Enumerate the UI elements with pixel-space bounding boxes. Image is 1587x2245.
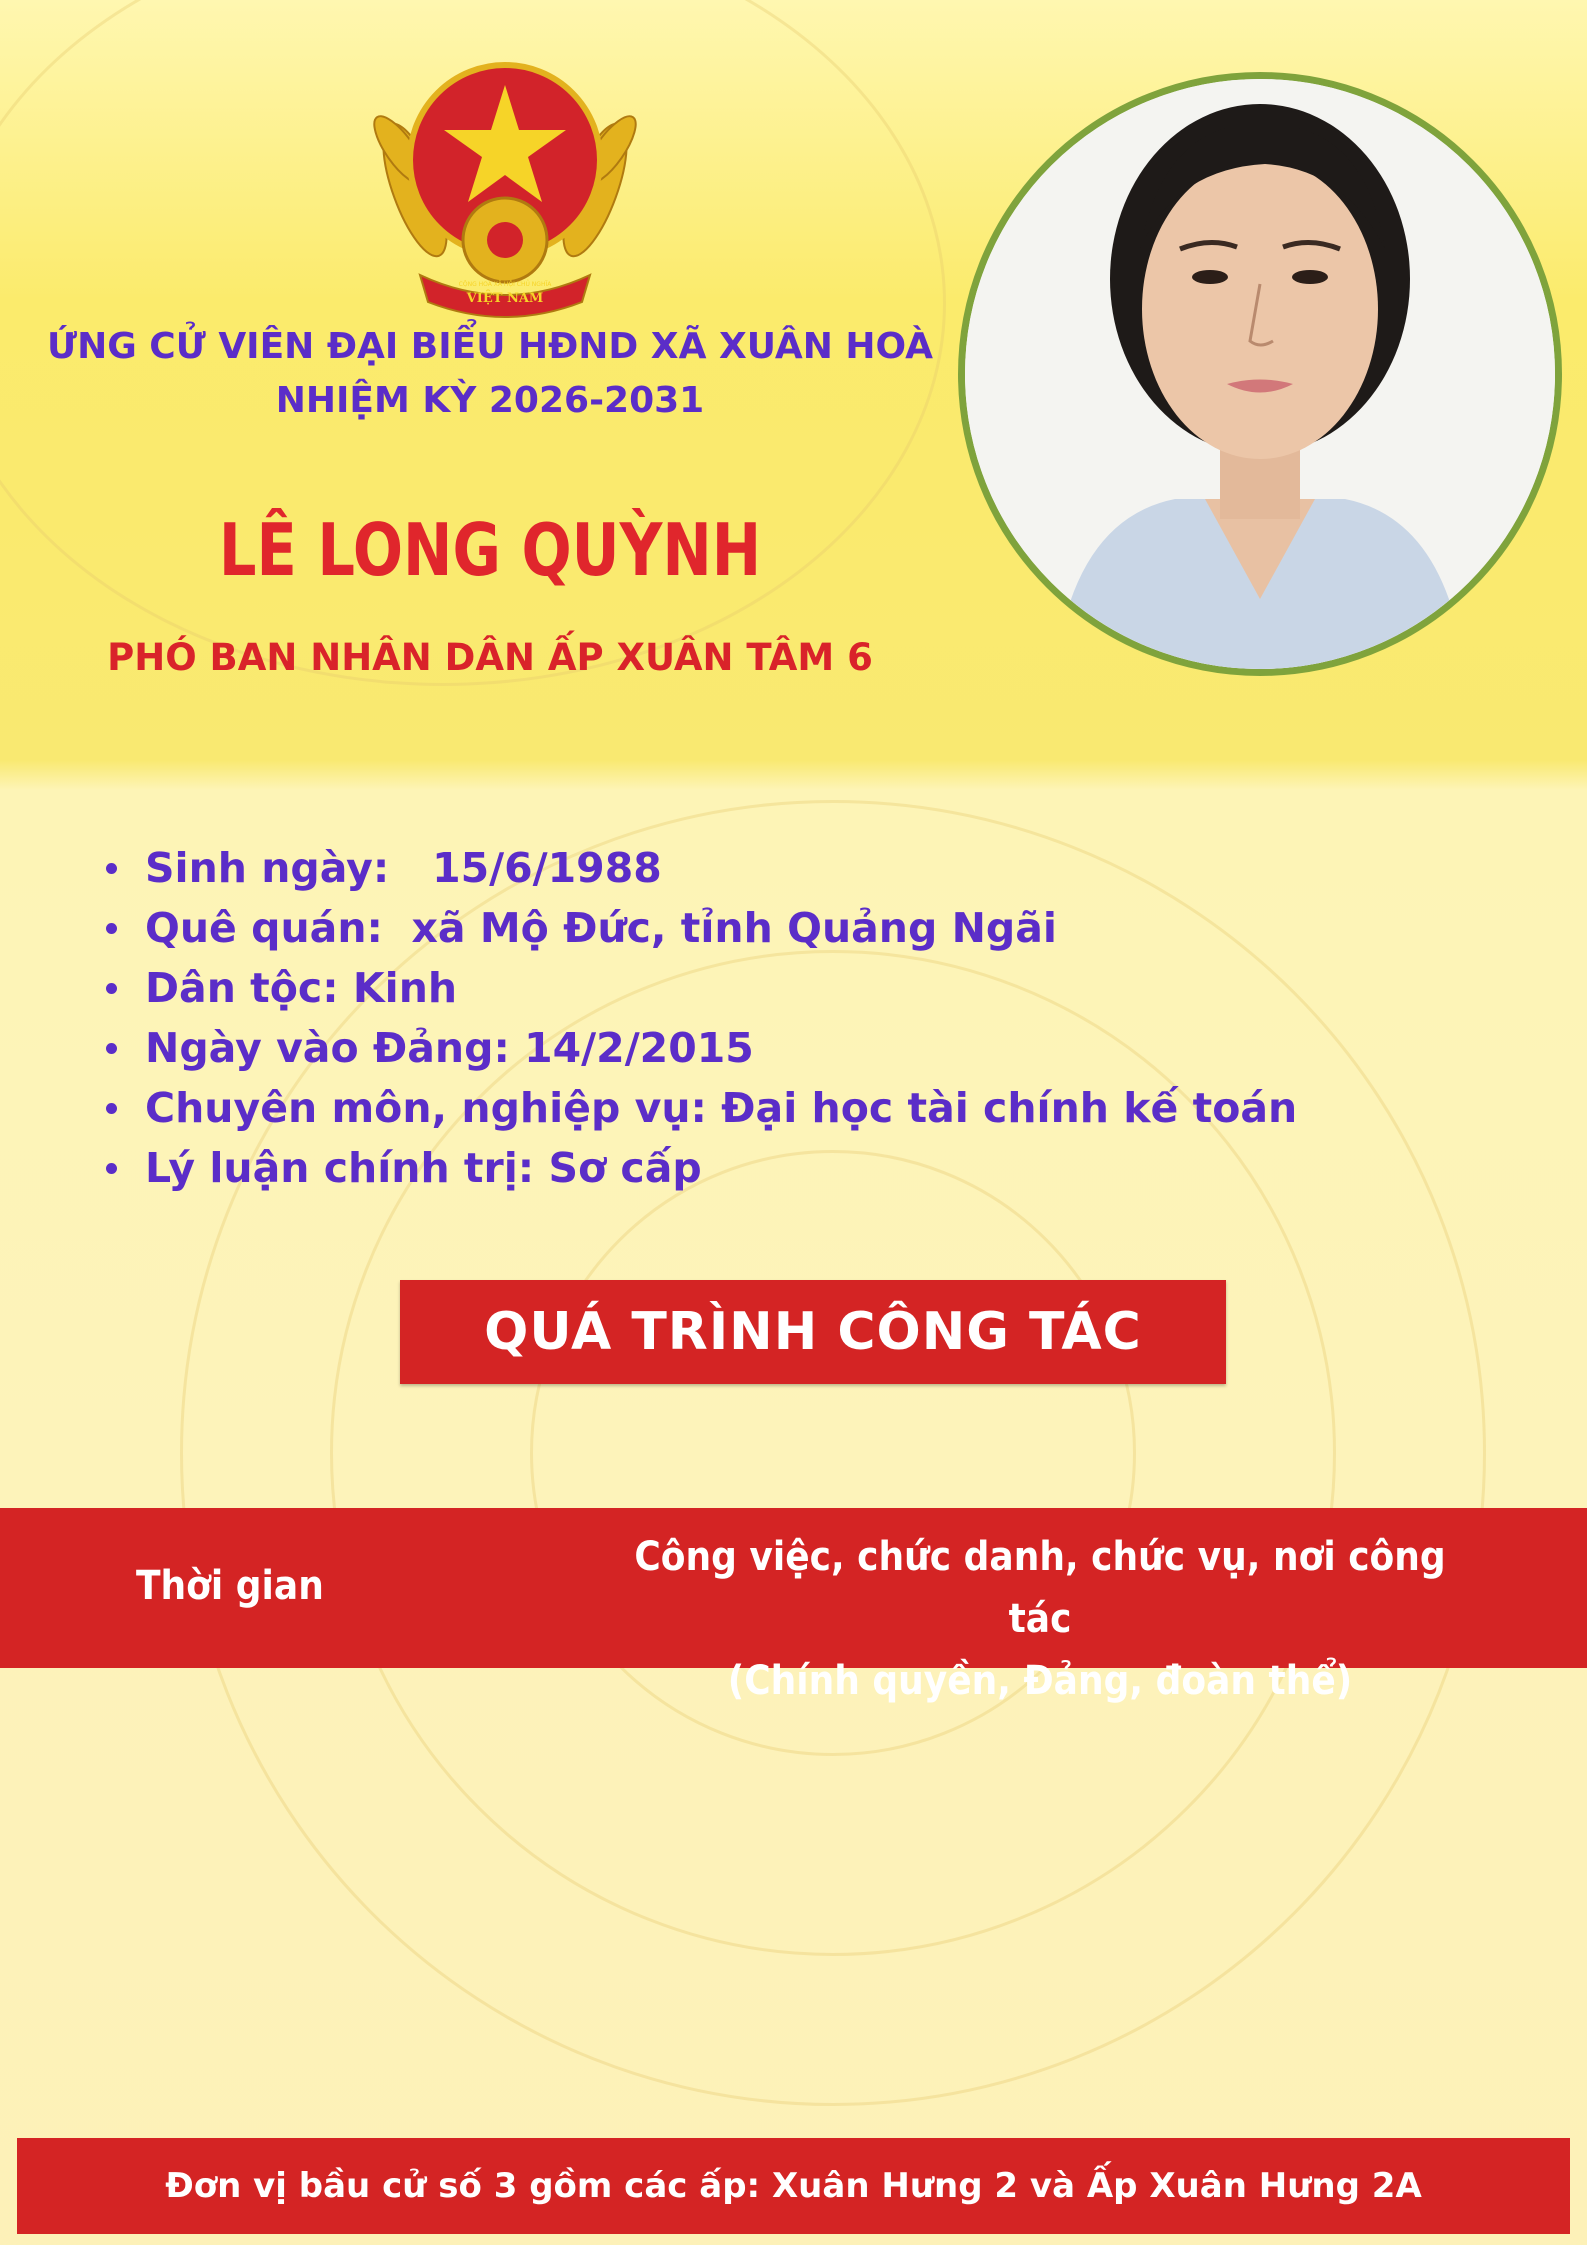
info-text: Lý luận chính trị: Sơ cấp [145,1144,702,1192]
emblem-ribbon-text: VIỆT NAM [466,291,544,306]
work-history-table-header [0,1508,1587,1704]
info-text: Chuyên môn, nghiệp vụ: Đại học tài chính kế toán [145,1084,1298,1132]
info-text: Ngày vào Đảng: 14/2/2015 [145,1024,754,1072]
poster-heading: ỨNG CỬ VIÊN ĐẠI BIỂU HĐND XÃ XUÂN HOÀ [47,326,933,367]
column-header-work [608,1526,1472,1712]
bullet-icon [106,923,117,934]
column-header-work-line2: (Chính quyền, Đảng, đoàn thể) [727,1658,1353,1704]
candidate-info-list [100,838,1297,1198]
bullet-icon [106,1043,117,1054]
candidate-position: PHÓ BAN NHÂN DÂN ẤP XUÂN TÂM 6 [107,636,873,679]
bullet-icon [106,983,117,994]
info-ethnicity [100,958,1297,1018]
candidate-portrait [965,79,1555,669]
info-text: Quê quán: xã Mộ Đức, tỉnh Quảng Ngãi [145,904,1057,952]
info-text: Sinh ngày: 15/6/1988 [145,844,662,892]
info-text: Dân tộc: Kinh [145,964,458,1012]
bullet-icon [106,1163,117,1174]
bullet-icon [106,863,117,874]
bullet-icon [106,1103,117,1114]
work-history-banner [400,1280,1226,1384]
poster-term: NHIỆM KỲ 2026-2031 [275,380,705,421]
info-political-theory [100,1138,1297,1198]
footer-text: Đơn vị bầu cử số 3 gồm các ấp: Xuân Hưng 2 và Ấp Xuân Hưng 2A [165,2166,1422,2206]
column-header-time: Thời gian [136,1563,324,1609]
info-birthdate [100,838,1297,898]
candidate-name: LÊ LONG QUỲNH [218,508,762,592]
footer-banner [17,2138,1570,2234]
work-history-title: QUÁ TRÌNH CÔNG TÁC [484,1302,1142,1362]
candidate-photo [958,72,1562,676]
emblem-ribbon-subtext: CỘNG HOÀ XÃ HỘI CHỦ NGHĨA [458,281,552,288]
info-hometown [100,898,1297,958]
column-header-work-line1: Công việc, chức danh, chức vụ, nơi công tác [634,1534,1446,1642]
info-profession [100,1078,1297,1138]
info-party-date [100,1018,1297,1078]
national-emblem [360,40,650,330]
